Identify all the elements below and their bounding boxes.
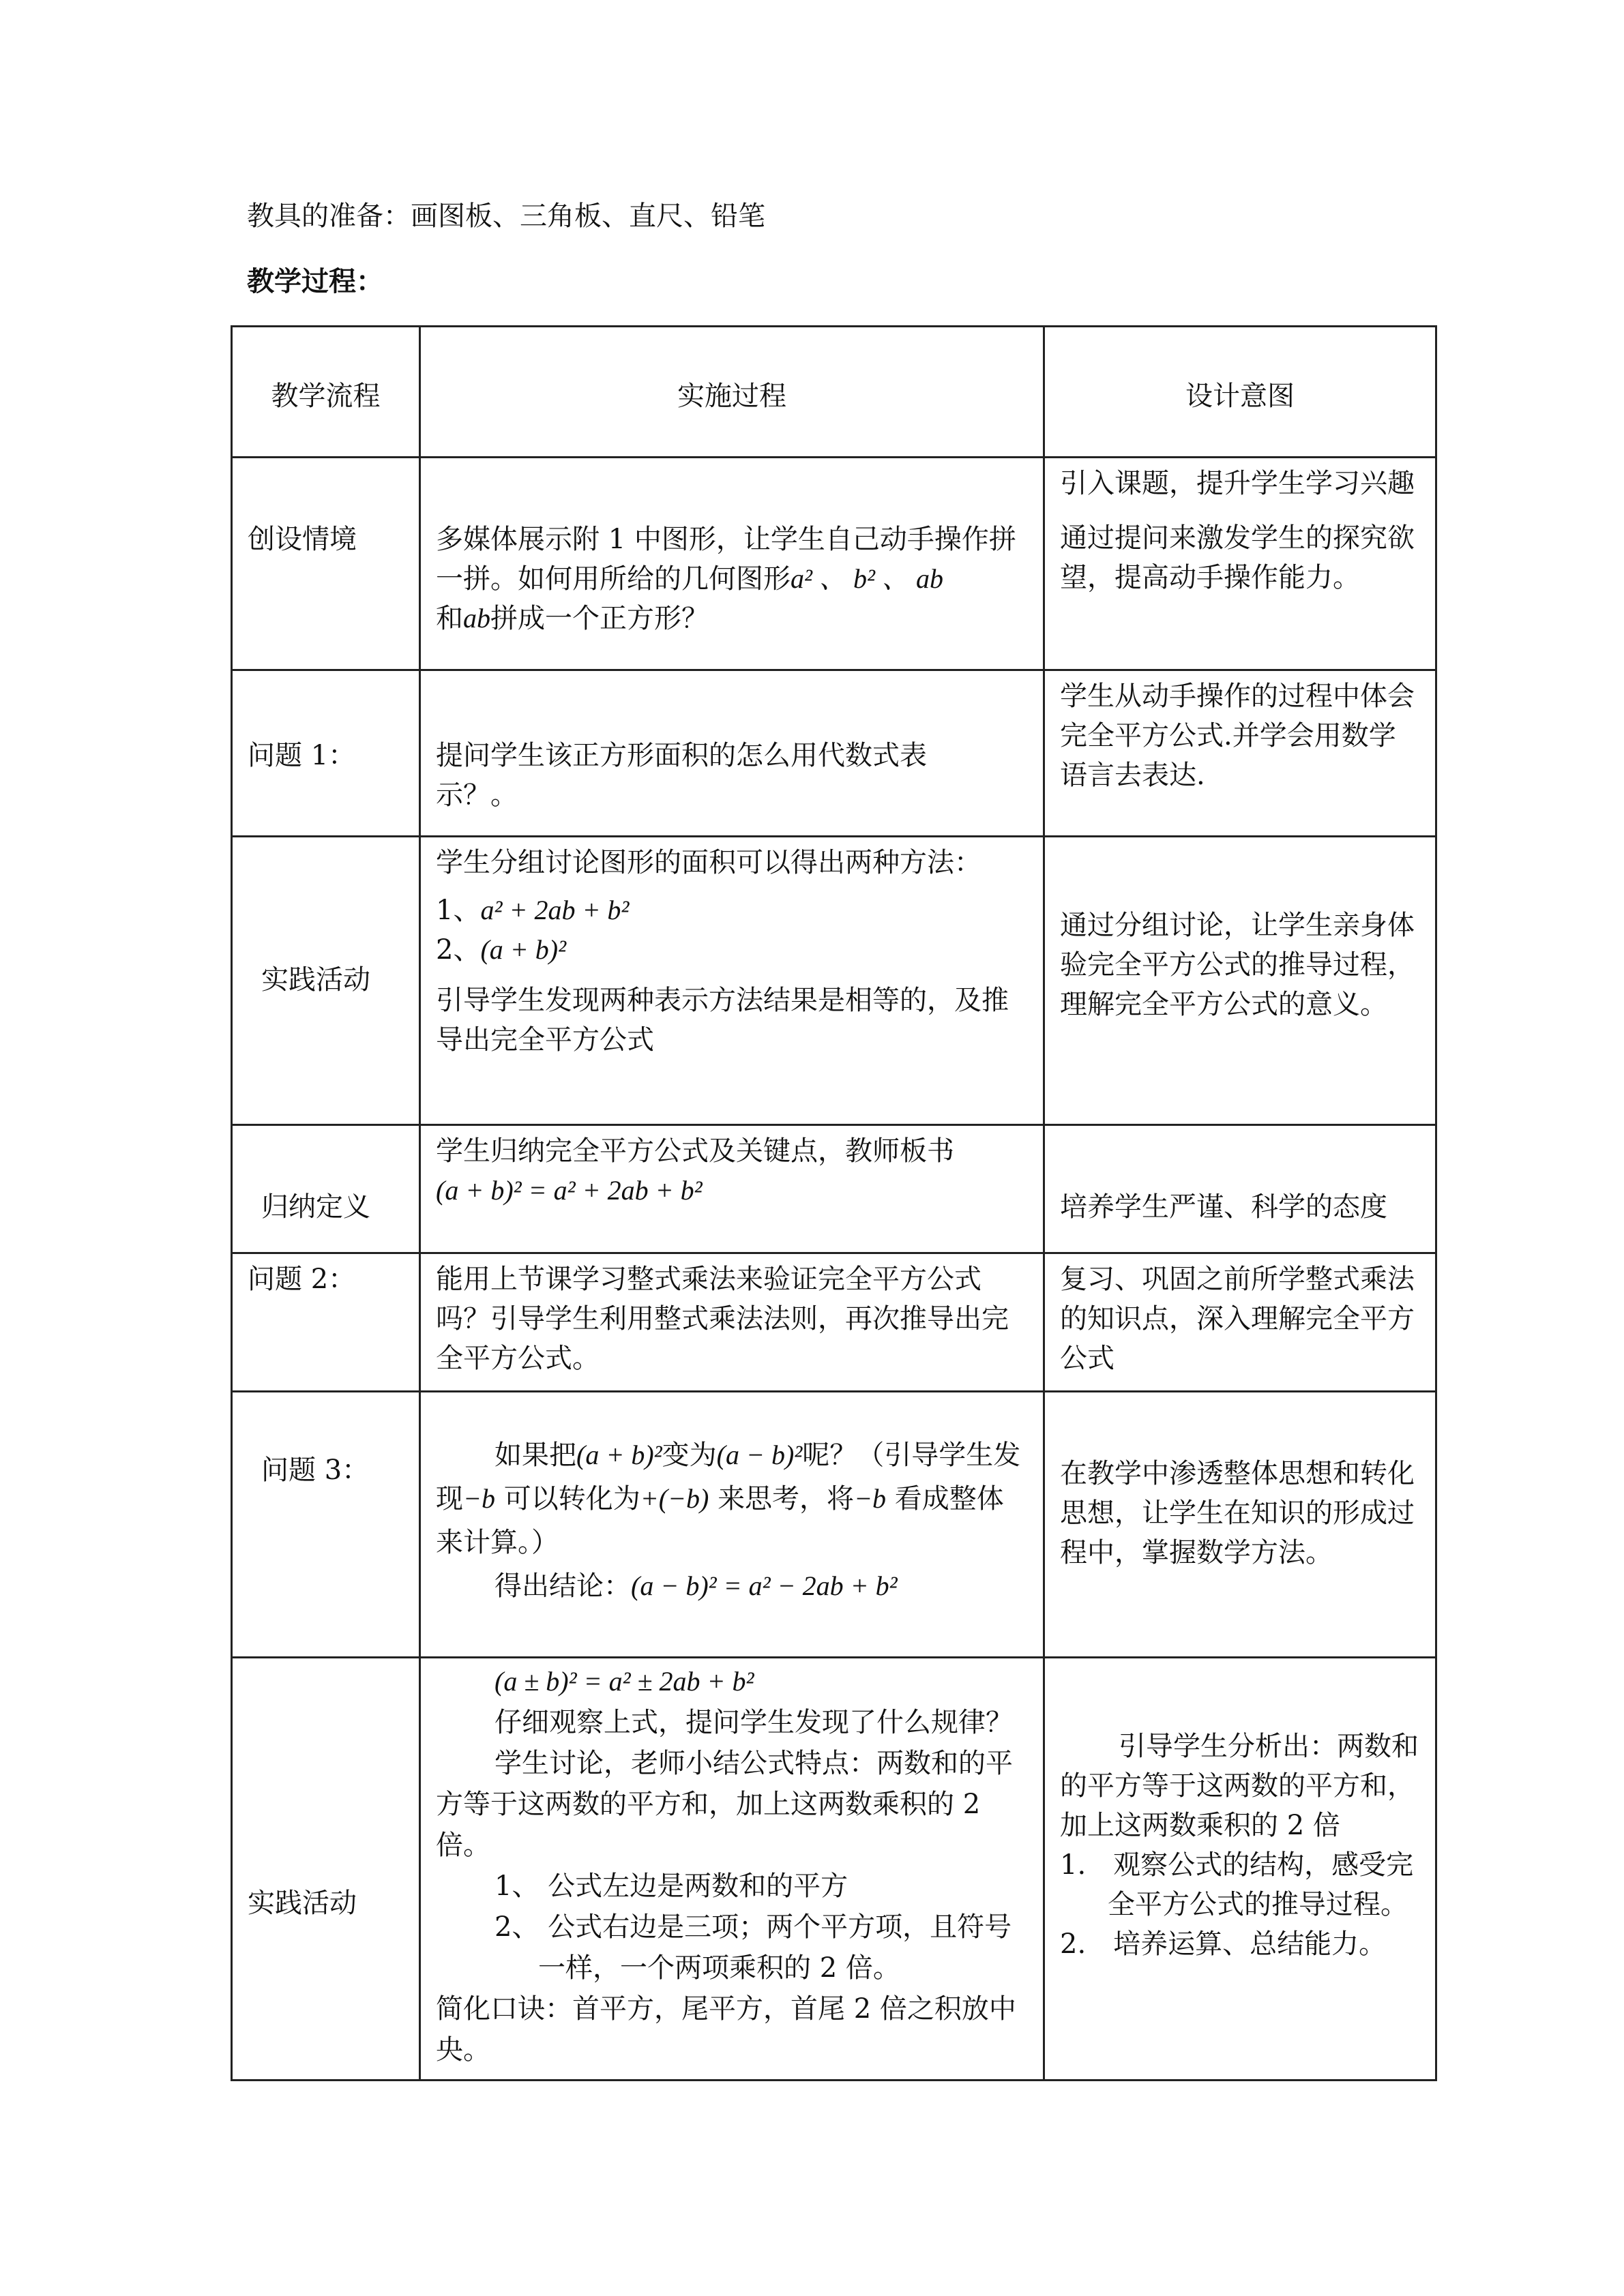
intent-cell: 复习、巩固之前所学整式乘法的知识点，深入理解完全平方公式 (1044, 1253, 1436, 1392)
header-process: 实施过程 (420, 327, 1044, 458)
intent-cell: 学生从动手操作的过程中体会完全平方公式.并学会用数学语言去表达. (1044, 670, 1436, 837)
stage-cell: 实践活动 (232, 837, 420, 1125)
process-cell: 多媒体展示附 1 中图形，让学生自己动手操作拼一拼。如何用所给的几何图形a² 、 b² 、 ab 和ab拼成一个正方形？ (420, 458, 1044, 670)
process-cell: 如果把(a + b)²变为(a − b)²呢？（引导学生发现−b 可以转化为+(−b) 来思考，将−b 看成整体来计算。） 得出结论：(a − b)² = a² − 2ab + b² (420, 1392, 1044, 1658)
intent-cell: 引入课题，提升学生学习兴趣 通过提问来激发学生的探究欲望，提高动手操作能力。 (1044, 458, 1436, 670)
table-row (232, 458, 1436, 670)
header-stage: 教学流程 (232, 327, 420, 458)
math: (a + b)² (576, 1440, 662, 1470)
math: (a − b)² (716, 1440, 803, 1470)
process-cell: (a ± b)² = a² ± 2ab + b² 仔细观察上式，提问学生发现了什么规律？ 学生讨论，老师小结公式特点：两数和的平方等于这两数的平方和，加上这两数乘积的 2 倍。 1、 公式左边是两数和的平方 2、 公式右边是三项；两个平方项，且符号一样，一个两项乘积的 2 倍。 简化口诀：首平方，尾平方，首尾 2 倍之积放中央。 (420, 1658, 1044, 2081)
intent-cell: 在教学中渗透整体思想和转化思想，让学生在知识的形成过程中，掌握数学方法。 (1044, 1392, 1436, 1658)
stage-cell: 实践活动 (232, 1658, 420, 2081)
lesson-table (231, 325, 1437, 2081)
stage-cell: 创设情境 (232, 458, 420, 670)
intent-cell: 引导学生分析出：两数和的平方等于这两数的平方和，加上这两数乘积的 2 倍 1. 观察公式的结构，感受完全平方公式的推导过程。 2. 培养运算、总结能力。 (1044, 1658, 1436, 2081)
math: −b (854, 1483, 887, 1514)
table-row (232, 1392, 1436, 1658)
header-intent: 设计意图 (1044, 327, 1436, 458)
stage-cell: 问题 3： (232, 1392, 420, 1658)
intent-cell: 通过分组讨论，让学生亲身体验完全平方公式的推导过程，理解完全平方公式的意义。 (1044, 837, 1436, 1125)
table-row (232, 1658, 1436, 2081)
math: a² 、 b² 、 ab (791, 563, 943, 594)
process-cell: 能用上节课学习整式乘法来验证完全平方公式吗？引导学生利用整式乘法法则，再次推导出完全平方公式。 (420, 1253, 1044, 1392)
math: (a − b)² = a² − 2ab + b² (631, 1570, 898, 1601)
tools-line: 教具的准备：画图板、三角板、直尺、铅笔 (247, 200, 765, 232)
table-header-row (232, 327, 1436, 458)
stage-cell: 归纳定义 (232, 1125, 420, 1253)
table-row (232, 1253, 1436, 1392)
table-row (232, 670, 1436, 837)
table-row (232, 1125, 1436, 1253)
math: ab (463, 603, 490, 633)
stage-cell: 问题 2： (232, 1253, 420, 1392)
math: +(−b) (640, 1483, 709, 1514)
intent-list (1060, 1845, 1420, 1964)
math: (a + b)² = a² + 2ab + b² (436, 1175, 703, 1206)
math: a² + 2ab + b² (480, 895, 630, 925)
process-cell: 学生分组讨论图形的面积可以得出两种方法： 1、a² + 2ab + b² 2、(a + b)² 引导学生发现两种表示方法结果是相等的，及推导出完全平方公式 (420, 837, 1044, 1125)
process-cell: 提问学生该正方形面积的怎么用代数式表示？。 (420, 670, 1044, 837)
math: (a ± b)² = a² ± 2ab + b² (494, 1666, 754, 1697)
table-row (232, 837, 1436, 1125)
process-title: 教学过程： (247, 265, 383, 297)
process-cell: 学生归纳完全平方公式及关键点，教师板书 (a + b)² = a² + 2ab + b² (420, 1125, 1044, 1253)
math: −b (463, 1483, 495, 1514)
list-item: 2. 培养运算、总结能力。 (1060, 1928, 1387, 1960)
math: (a + b)² (480, 934, 567, 965)
intent-cell: 培养学生严谨、科学的态度 (1044, 1125, 1436, 1253)
list-item: 1. 观察公式的结构，感受完全平方公式的推导过程。 (1060, 1849, 1414, 1920)
stage-cell: 问题 1： (232, 670, 420, 837)
